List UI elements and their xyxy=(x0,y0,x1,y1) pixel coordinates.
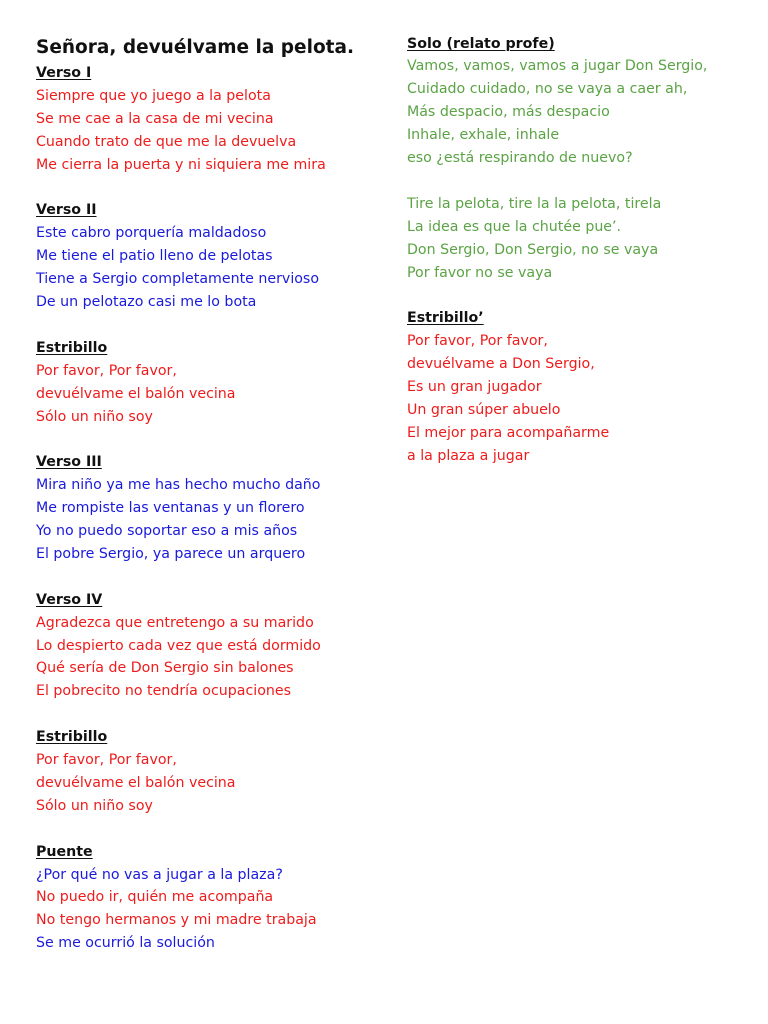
lyric-line: Se me ocurrió la solución xyxy=(36,935,215,952)
section-heading: Estribillo xyxy=(36,339,108,356)
left-section-7 xyxy=(36,841,376,956)
lyric-line: Por favor, Por favor, xyxy=(36,362,177,379)
lyric-line: Qué sería de Don Sergio sin balones xyxy=(36,660,294,677)
lyric-line: Este cabro porquería maldadoso xyxy=(36,225,267,242)
section-heading: Estribillo xyxy=(36,729,108,746)
lyric-line: devuélvame el balón vecina xyxy=(36,774,236,791)
section-heading: Verso I xyxy=(36,65,92,81)
section-heading: Estribillo’ xyxy=(407,310,484,327)
lyric-line: Por favor, Por favor, xyxy=(407,333,548,350)
lyric-line: Yo no puedo soportar eso a mis años xyxy=(36,523,298,540)
lyric-line: eso ¿está respirando de nuevo? xyxy=(407,150,633,167)
left-section-5 xyxy=(36,589,376,704)
page-title: Señora, devuélvame la pelota. xyxy=(36,37,355,58)
right-section-1 xyxy=(407,33,737,170)
left-section-6 xyxy=(36,726,376,818)
right-section-3 xyxy=(407,307,737,467)
section-heading: Verso IV xyxy=(36,591,103,608)
lyric-line: Se me cae a la casa de mi vecina xyxy=(36,110,274,127)
section-heading: Verso III xyxy=(36,454,102,471)
lyric-line: Cuidado cuidado, no se vaya a caer ah, xyxy=(407,81,688,98)
lyric-line: Por favor, Por favor, xyxy=(36,752,177,768)
lyric-line: Me rompiste las ventanas y un florero xyxy=(36,500,305,517)
lyric-line: De un pelotazo casi me lo bota xyxy=(36,294,257,311)
section-heading: Puente xyxy=(36,843,93,860)
lyric-line: Vamos, vamos, vamos a jugar Don Sergio, xyxy=(407,58,708,75)
lyric-line: Por favor no se vaya xyxy=(407,264,553,281)
lyric-line: El mejor para acompañarme xyxy=(407,424,610,441)
lyric-line: Es un gran jugador xyxy=(407,379,542,396)
lyric-line: Inhale, exhale, inhale xyxy=(407,127,560,144)
left-section-2 xyxy=(36,199,376,314)
lyric-line: devuélvame a Don Sergio, xyxy=(407,356,595,373)
lyric-line: Tire la pelota, tire la la pelota, tirela xyxy=(407,195,662,212)
lyric-line: Un gran súper abuelo xyxy=(407,401,561,418)
lyric-line: El pobre Sergio, ya parece un arquero xyxy=(36,545,306,562)
lyric-line: No tengo hermanos y mi madre trabaja xyxy=(36,912,317,929)
lyric-line: ¿Por qué no vas a jugar a la plaza? xyxy=(36,866,283,883)
lyric-line: Lo despierto cada vez que está dormido xyxy=(36,637,321,654)
lyric-line: El pobrecito no tendría ocupaciones xyxy=(36,683,292,700)
lyric-line: Me cierra la puerta y ni siquiera me mira xyxy=(36,156,326,173)
lyric-line: No puedo ir, quién me acompaña xyxy=(36,889,274,906)
lyric-line: Agradezca que entretengo a su marido xyxy=(36,614,314,631)
lyric-line: Siempre que yo juego a la pelota xyxy=(36,87,271,104)
right-section-2 xyxy=(407,193,737,285)
lyric-line: Cuando trato de que me la devuelva xyxy=(36,133,297,150)
section-heading: Verso II xyxy=(36,202,97,219)
lyric-line: Sólo un niño soy xyxy=(36,408,153,425)
left-section-1 xyxy=(36,62,376,177)
lyric-line: Más despacio, más despacio xyxy=(407,104,610,121)
section-heading: Solo (relato profe) xyxy=(407,35,555,52)
lyric-line: a la plaza a jugar xyxy=(407,447,530,464)
lyric-line: Don Sergio, Don Sergio, no se vaya xyxy=(407,241,659,258)
left-section-4 xyxy=(36,451,376,566)
left-section-3 xyxy=(36,337,376,429)
lyric-line: Mira niño ya me has hecho mucho daño xyxy=(36,477,321,494)
lyric-line: La idea es que la chutée pue’. xyxy=(407,218,622,235)
lyric-line: Me tiene el patio lleno de pelotas xyxy=(36,248,273,265)
lyric-line: Tiene a Sergio completamente nervioso xyxy=(36,271,320,288)
lyric-line: Sólo un niño soy xyxy=(36,797,153,814)
lyric-line: devuélvame el balón vecina xyxy=(36,385,236,402)
